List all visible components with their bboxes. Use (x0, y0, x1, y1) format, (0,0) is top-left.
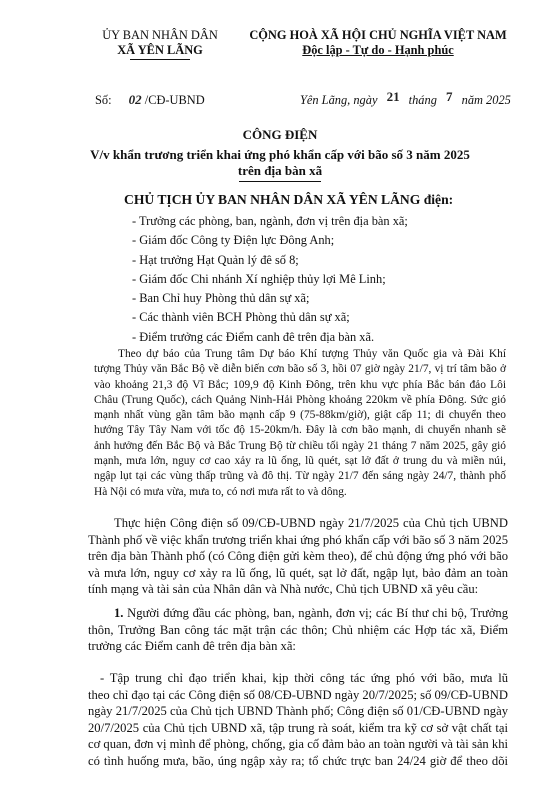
forecast-line: Theo dự báo của Trung tâm Dự báo Khí tượng Thủy văn Quốc gia và Đài Khí (118, 348, 506, 360)
item-1-sub-line: ngày 21/7/2025 của Chủ tịch UBND Thành phố; Công điện số 01/CĐ-UBND ngày (88, 704, 508, 719)
item-1-number: 1. (114, 606, 124, 620)
number-suffix: /CĐ-UBND (144, 93, 205, 107)
forecast-line: Châu (Trung Quốc), cách Quảng Ninh-Hải Phòng khoảng 220km về phía Đông. Sức gió (94, 393, 506, 406)
forecast-line: ảnh hưởng đến Bắc Bộ và Bắc Trung Bộ từ chiều tối ngày 21 tháng 7 năm 2025, gây gió (94, 439, 506, 452)
national-motto-block (228, 28, 528, 58)
forecast-paragraph (94, 347, 506, 500)
implementation-line: trên địa bàn Thành phố (có Công điện gửi kèm theo), để chủ động ứng phó với bão (88, 549, 508, 564)
recipient-item: - Trưởng các phòng, ban, ngành, đơn vị trên địa bàn xã; (132, 214, 408, 228)
recipient-item: - Các thành viên BCH Phòng thủ dân sự xã; (132, 310, 350, 325)
item-1-sub-paragraph (88, 670, 508, 770)
number-value: 02 (128, 92, 142, 107)
item-1-sub-line: cơ quan, đơn vị mình để phòng, chống, gia cố đảm bảo an toàn người và tài sản khi (88, 737, 508, 752)
place-date-prefix: Yên Lãng, ngày (300, 93, 378, 107)
national-title: CỘNG HOÀ XÃ HỘI CHỦ NGHĨA VIỆT NAM (249, 28, 507, 42)
recipient-item: - Giám đốc Chi nhánh Xí nghiệp thủy lợi Mê Linh; (132, 271, 386, 286)
item-1-sub-line: - Tập trung chỉ đạo triển khai, kịp thời công tác ứng phó với bão, mưa lũ (100, 671, 508, 685)
implementation-line: Thực hiện Công điện số 09/CĐ-UBND ngày 21/7/2025 của Chủ tịch UBND (114, 516, 508, 530)
item-1-text: Người đứng đầu các phòng, ban, ngành, đơn vị; các Bí thư chi bộ, Trưởng (123, 606, 508, 620)
recipient-item: - Hạt trưởng Hạt Quản lý đê số 8; (132, 252, 299, 267)
addressor: CHỦ TỊCH ỦY BAN NHÂN DÂN XÃ YÊN LÃNG điện: (124, 192, 454, 207)
issuer-line1: ỦY BAN NHÂN DÂN (102, 28, 218, 42)
document-number (95, 92, 205, 108)
forecast-line: tượng Thủy văn Bắc Bộ về diễn biến cơn bão số 3, hồi 07 giờ ngày 21/7, vị trí tâm bão ở (94, 363, 506, 376)
forecast-line: Hà Nội có mưa vừa, mưa to, có nơi mưa rất to và dông. (94, 485, 347, 498)
forecast-line: mạnh, mưa lớn, nguy cơ cao xảy ra lũ ống, lũ quét, sạt lở đất ở trung du và miền núi, (94, 455, 506, 468)
date-day: 21 (386, 89, 400, 104)
item-1-sub-line: 20/7/2025 của Chủ tịch UBND xã, tập trung rà soát, kiểm tra kỹ cơ sở vật chất tại (88, 720, 508, 735)
item-1-line: trưởng các Điểm canh đê trên địa bàn xã: (88, 639, 296, 654)
forecast-line: vào khoảng 21,3 độ Vĩ Bắc; 109,9 độ Kinh Đông, trên khu vực phía Bắc bán đảo Lôi (94, 378, 506, 391)
issuer-underline (130, 59, 190, 60)
date-month: 7 (446, 89, 453, 104)
national-motto: Độc lập - Tự do - Hạnh phúc (302, 43, 454, 57)
implementation-line: tính mạng và tài sản của Nhân dân và Nhà nước, Chủ tịch UBND xã yêu cầu: (88, 582, 479, 597)
item-1-line: thôn, Trưởng Ban công tác mặt trận các thôn; Chủ nhiệm các Hợp tác xã, Điểm (88, 622, 508, 637)
issuer-line2: XÃ YÊN LÃNG (117, 43, 203, 57)
subject-line1: V/v khẩn trương triển khai ứng phó khẩn cấp với bão số 3 năm 2025 (90, 147, 470, 162)
title-block (60, 127, 500, 182)
recipient-item: - Điểm trưởng các Điểm canh đê trên địa bàn xã. (132, 329, 375, 344)
implementation-line: Thành phố về việc khẩn trương triển khai ứng phó khẩn cấp với bão số 3 năm 2025 (88, 532, 508, 547)
number-label: Số: (95, 93, 112, 107)
recipient-item: - Ban Chỉ huy Phòng thủ dân sự xã; (132, 291, 310, 306)
implementation-paragraph (88, 515, 508, 598)
document-title: CÔNG ĐIỆN (242, 127, 318, 142)
subject-line2: trên địa bàn xã (237, 163, 323, 178)
forecast-line: mạnh nhất vùng gần tâm bão mạnh cấp 9 (75-88km/giờ), giật cấp 11; di chuyển theo (94, 409, 506, 422)
item-1-paragraph (88, 605, 508, 655)
forecast-line: ngập lụt tại các vùng thấp trũng và đô thị. Từ ngày 21/7 đến sáng ngày 24/7, thành phố (94, 470, 506, 483)
recipient-item: - Giám đốc Công ty Điện lực Đông Anh; (132, 233, 335, 248)
item-1-sub-line: theo chỉ đạo tại các Công điện số 08/CĐ-UBND ngày 20/7/2025; số 09/CĐ-UBND (88, 687, 508, 702)
month-label: tháng (408, 93, 437, 107)
date-year: năm 2025 (461, 93, 511, 107)
implementation-line: và mưa lớn, nguy cơ xảy ra lũ ống, lũ quét, sạt lở đất, ngập lụt, bảo đảm an toàn (88, 565, 508, 580)
forecast-line: hướng Tây Tây Nam với tốc độ 15-20km/h. Đây là cơn bão mạnh, di chuyển nhanh sẽ (94, 424, 506, 437)
place-date (300, 89, 511, 108)
item-1-line (88, 605, 508, 622)
subject-underline (239, 181, 321, 182)
recipient-list (132, 212, 408, 347)
item-1-sub-line: có tình huống mưa, bão, úng ngập xảy ra; tổ chức trực ban 24/24 giờ để theo dõi (88, 753, 508, 768)
